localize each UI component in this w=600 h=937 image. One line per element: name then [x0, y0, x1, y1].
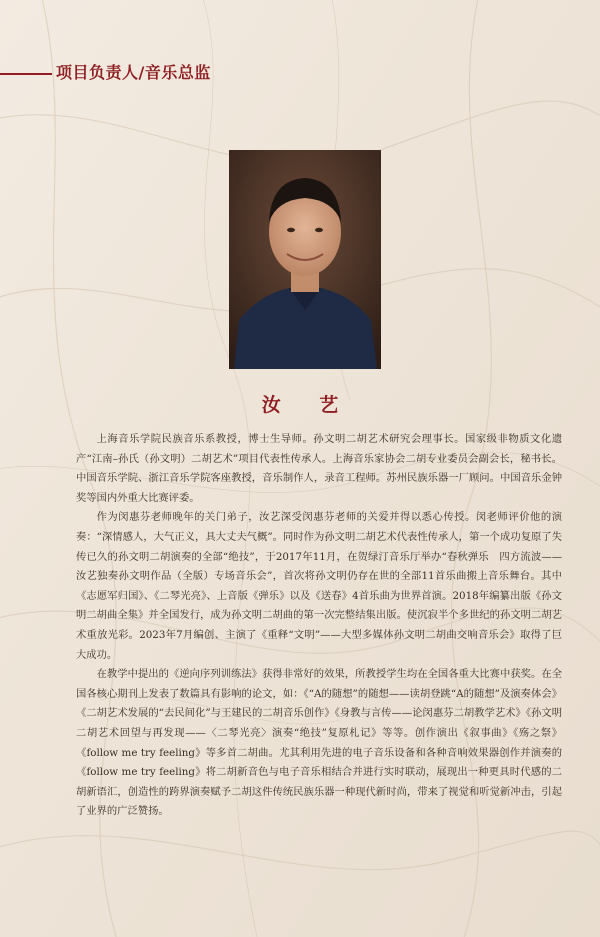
portrait-photo [229, 150, 381, 369]
biography [76, 430, 562, 822]
person-name: 汝 艺 [261, 394, 355, 416]
bio-paragraph-2: 作为闵惠芬老师晚年的关门弟子，汝艺深受闵惠芬老师的关爱并得以悉心传授。闵老师评价他的演奏：“深情感人，大气正义，具大丈夫气概”。同时作为孙文明二胡艺术代表性传承人，第一个成功复原了失传已久的孙文明二胡演奏的全部“绝技”，于2017年11月，在贺绿汀音乐厅举办“春秋弹乐 四方流波——汝艺独奏孙文明作品（全版）专场音乐会”，首次将孙文明仍存在世的全部11首乐曲搬上音乐舞台。其中《志愿军归国》、《二琴光亮》、上音版《弹乐》以及《送春》4首乐曲为世界首演。2018年编纂出版《孙文明二胡曲全集》并全国发行，成为孙文明二胡曲的第一次完整结集出版。使沉寂半个多世纪的孙文明二胡艺术重放光彩。2023年7月编创、主演了《重释“文明”——大型多媒体孙文明二胡曲交响音乐会》取得了巨大成功。 [76, 511, 562, 661]
bio-paragraph-1: 上海音乐学院民族音乐系教授，博士生导师。孙文明二胡艺术研究会理事长。国家级非物质文化遗产“江南–孙氏（孙文明）二胡艺术”项目代表性传承人。上海音乐家协会二胡专业委员会副会长，秘书长。中国音乐学院、浙江音乐学院客座教授，音乐制作人，录音工程师。苏州民族乐器一厂顾问。中国音乐金钟奖等国内外重大比赛评委。 [76, 433, 562, 504]
section-header [0, 60, 600, 86]
header-accent-line [0, 73, 52, 75]
bio-paragraph-3: 在教学中提出的《逆向序列训练法》获得非常好的效果，所教授学生均在全国各重大比赛中获奖。在全国各核心期刊上发表了数篇具有影响的论文，如：《“A的随想”的随想——读胡登跳“A的随想”及演奏体会》《二胡艺术发展的“去民间化”与王建民的二胡音乐创作》《身教与言传——论闵惠芬二胡教学艺术》《孙文明二胡艺术回望与再发现——〈二琴光亮〉演奏“绝技”复原札记》等等。创作演出《叙事曲》《殇之祭》《follow me try feeling》等多首二胡曲。尤其利用先进的电子音乐设备和各种音响效果器创作并演奏的《follow me try feeling》将二胡新音色与电子音乐相结合并进行实时联动，展现出一种更具时代感的二胡新语汇，创造性的跨界演奏赋予二胡这件传统民族乐器一种现代新时尚，带来了视觉和听觉新冲击，引起了业界的广泛赞扬。 [76, 668, 562, 818]
section-title: 项目负责人/音乐总监 [56, 63, 211, 82]
